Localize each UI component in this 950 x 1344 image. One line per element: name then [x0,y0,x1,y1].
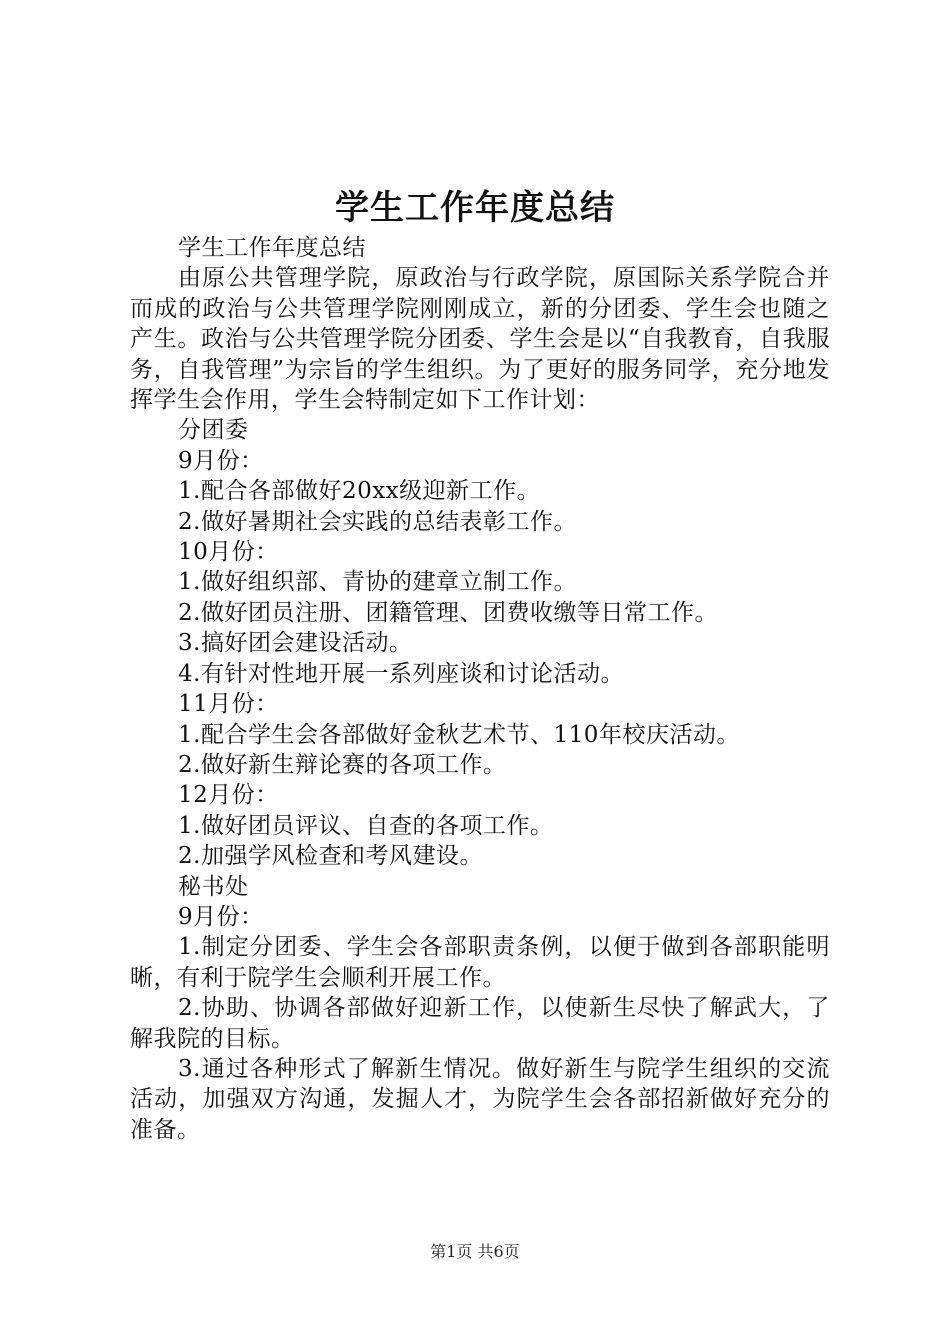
list-item: 2.做好暑期社会实践的总结表彰工作。 [178,508,577,535]
section-heading: 分团委 [178,417,249,444]
paragraph: 学生工作年度总结 [178,235,366,261]
list-item: 3.通过各种形式了解新生情况。做好新生与院学生组织的交流活动，加强双方沟通，发掘人才，为院学生会各部招新做好充分的准备。 [130,1055,830,1143]
month-heading: 10月份： [178,539,279,566]
list-item: 1.配合各部做好20xx级迎新工作。 [178,478,541,505]
list-item: 2.做好新生辩论赛的各项工作。 [178,751,507,778]
page-number-footer: 第1页 共6页 [430,1242,520,1261]
paragraph: 由原公共管理学院，原政治与行政学院，原国际关系学院合并而成的政治与公共管理学院刚刚成立，新的分团委、学生会也随之产生。政治与公共管理学院分团委、学生会是以“自我教育，自我服务，自我管理”为宗旨的学生组织。为了更好的服务同学，充分地发挥学生会作用，学生会特制定如下工作计划： [130,265,830,414]
month-heading: 12月份： [178,782,279,809]
section-heading: 秘书处 [178,873,249,900]
month-heading: 9月份： [178,903,264,930]
list-item: 3.搞好团会建设活动。 [178,630,413,657]
list-item: 1.做好团员评议、自查的各项工作。 [178,812,554,839]
list-item: 2.做好团员注册、团籍管理、团费收缴等日常工作。 [178,599,718,626]
list-item: 2.协助、协调各部做好迎新工作，以使新生尽快了解武大，了解我院的目标。 [130,995,830,1052]
month-heading: 9月份： [178,447,264,474]
month-heading: 11月份： [178,691,279,718]
list-item: 1.制定分团委、学生会各部职责条例，以便于做到各部职能明晰，有利于院学生会顺利开展工作。 [130,934,830,991]
list-item: 1.配合学生会各部做好金秋艺术节、110年校庆活动。 [178,721,740,748]
document-body [130,233,830,1145]
list-item: 2.加强学风检查和考风建设。 [178,843,483,870]
list-item: 4.有针对性地开展一系列座谈和讨论活动。 [178,660,624,687]
document-title: 学生工作年度总结 [335,188,615,228]
list-item: 1.做好组织部、青协的建章立制工作。 [178,569,577,596]
